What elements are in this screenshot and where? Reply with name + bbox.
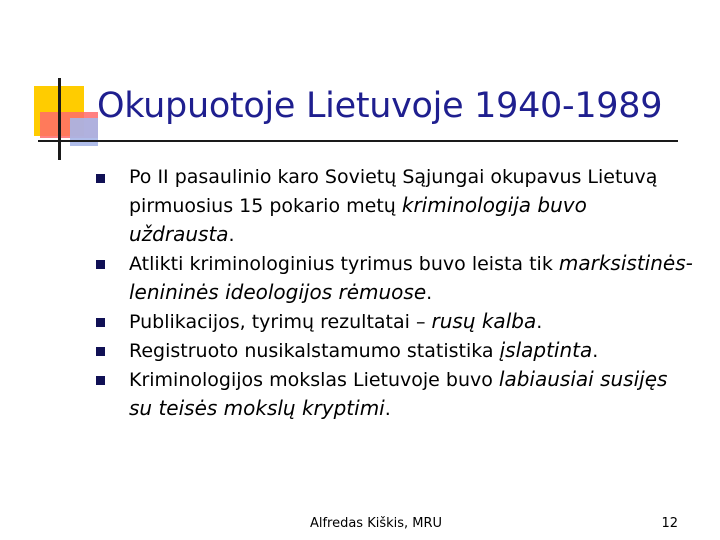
bullet-emphasis: įslaptinta [499, 338, 593, 362]
page-number: 12 [661, 516, 678, 531]
bullet-item [96, 307, 696, 336]
bullet-emphasis: kriminologija buvo uždrausta [129, 193, 587, 246]
title-divider [38, 140, 678, 142]
bullet-marker-icon [96, 260, 105, 269]
bullet-tail: . [536, 311, 543, 333]
bullet-marker-icon [96, 318, 105, 327]
bullet-text: Po II pasaulinio karo Sovietų Sąjungai okupavus Lietuvą pirmuosius 15 pokario metų [129, 166, 658, 217]
bullet-marker-icon [96, 347, 105, 356]
slide-title: Okupuotoje Lietuvoje 1940-1989 [97, 86, 663, 126]
bullet-item [96, 365, 696, 423]
bullet-text: Registruoto nusikalstamumo statistika [129, 340, 500, 362]
bullet-item [96, 163, 696, 249]
footer-author: Alfredas Kiškis, MRU [309, 516, 443, 531]
bullet-marker-icon [96, 174, 105, 183]
bullet-text: Publikacijos, tyrimų rezultatai – [129, 311, 432, 333]
bullet-tail: . [384, 398, 391, 420]
slide-logo [0, 0, 120, 170]
bullet-tail: . [228, 224, 235, 246]
bullet-tail: . [592, 340, 599, 362]
bullet-emphasis: marksistinės-lenininės ideologijos rėmuose [129, 251, 693, 304]
bullet-marker-icon [96, 376, 105, 385]
logo-vertical-line [58, 78, 61, 160]
slide-footer [0, 513, 720, 533]
bullet-emphasis: rusų kalba [431, 309, 537, 333]
bullet-emphasis: labiausiai susijęs su teisės mokslų kryptimi [129, 367, 668, 420]
bullet-tail: . [426, 282, 433, 304]
bullet-item [96, 249, 696, 307]
bullet-text: Kriminologijos mokslas Lietuvoje buvo [129, 369, 499, 391]
bullet-item [96, 336, 696, 365]
bullet-list [96, 163, 696, 423]
bullet-text: Atlikti kriminologinius tyrimus buvo leista tik [129, 253, 559, 275]
